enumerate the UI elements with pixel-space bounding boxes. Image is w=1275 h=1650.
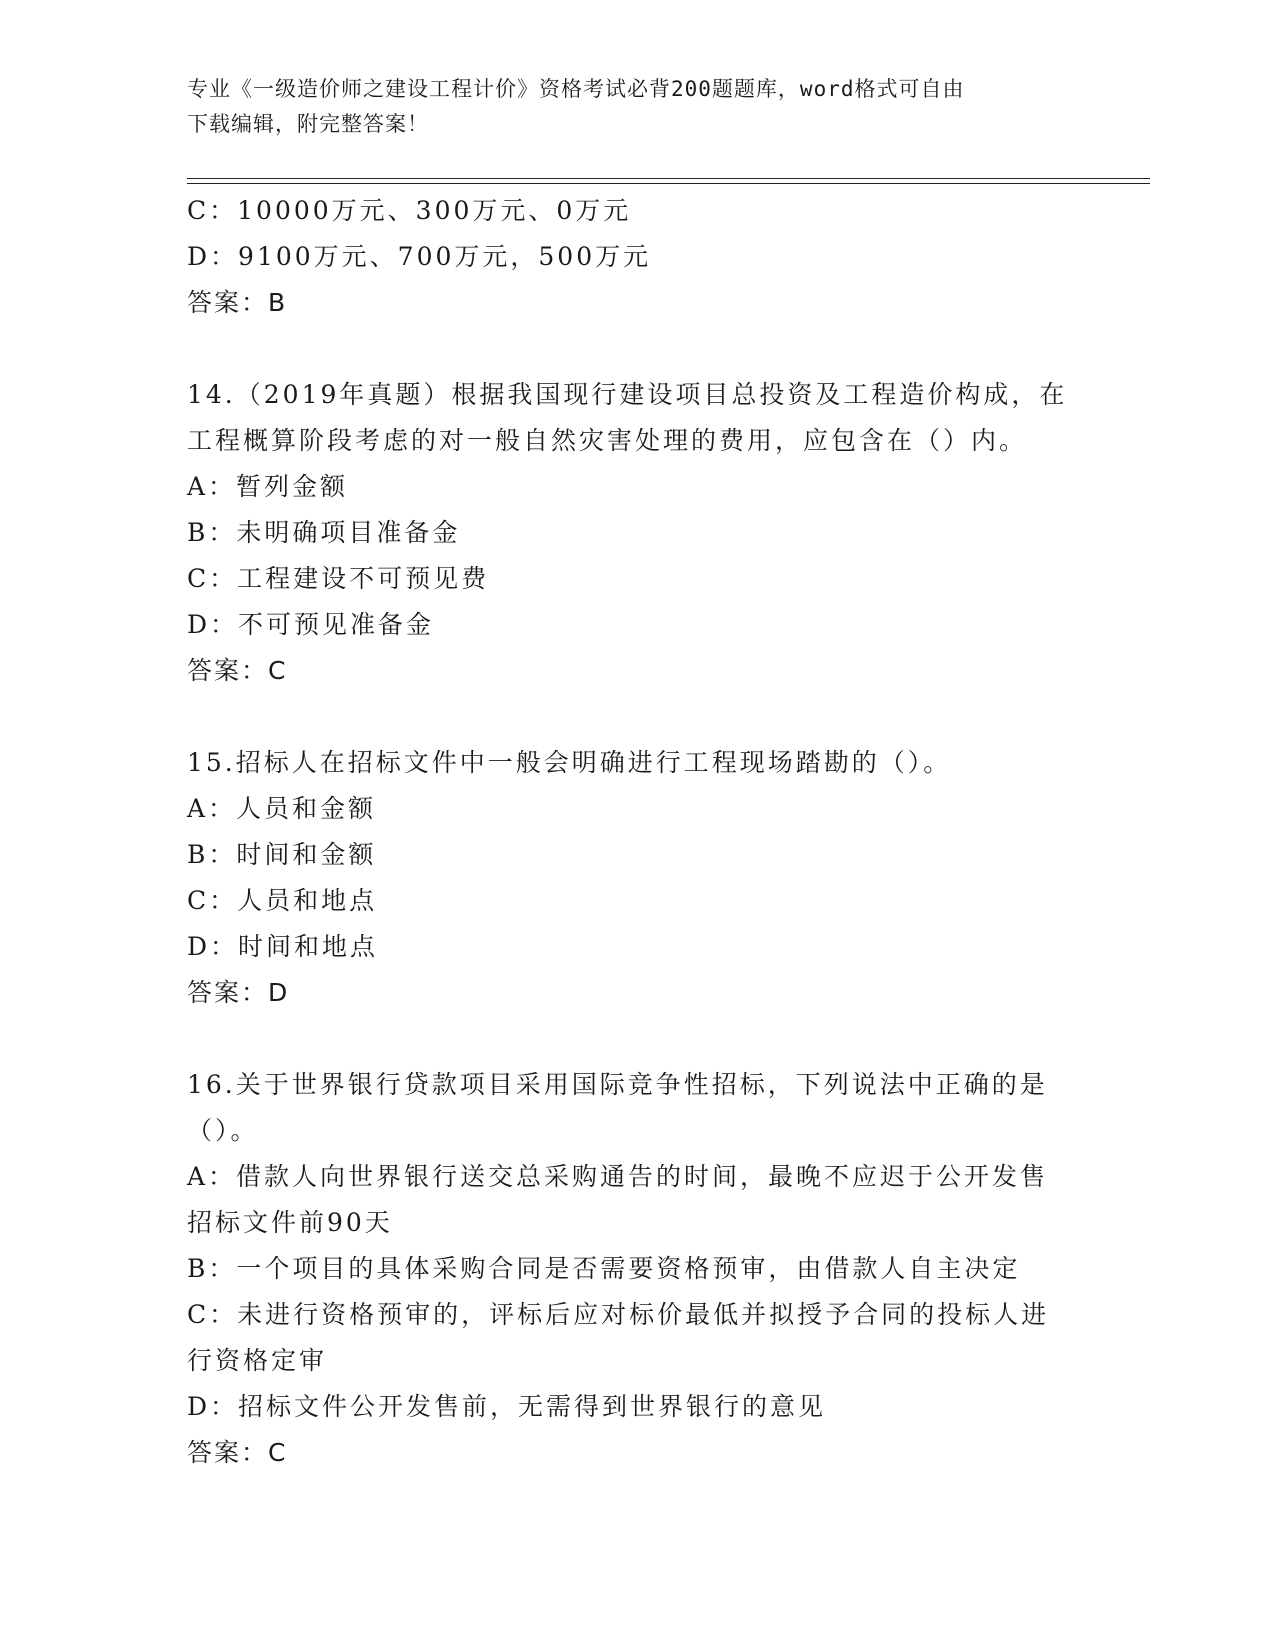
option-b: B：一个项目的具体采购合同是否需要资格预审，由借款人自主决定	[187, 1254, 1021, 1283]
option-c: C：人员和地点	[187, 886, 378, 915]
prev-question-tail	[187, 188, 1087, 326]
option-d: D：9100万元、700万元，500万元	[187, 242, 652, 271]
spacer	[187, 694, 1087, 740]
option-d: D：时间和地点	[187, 932, 379, 961]
option-b: B：未明确项目准备金	[187, 518, 461, 547]
option-a-continued: 招标文件前90天	[187, 1208, 393, 1237]
answer-line: 答案：C	[187, 1438, 288, 1467]
answer-line: 答案：B	[187, 288, 288, 317]
header-divider-top	[187, 178, 1150, 179]
question-stem-line: （）。	[187, 1116, 259, 1145]
header-line-2: 下载编辑，附完整答案！	[187, 112, 429, 136]
option-a: A：借款人向世界银行送交总采购通告的时间，最晚不应迟于公开发售	[187, 1162, 1049, 1191]
option-d: D：招标文件公开发售前，无需得到世界银行的意见	[187, 1392, 827, 1421]
option-c-continued: 行资格定审	[187, 1346, 328, 1375]
question-16	[187, 1062, 1087, 1476]
document-body	[187, 188, 1087, 1476]
option-a: A：人员和金额	[187, 794, 377, 823]
question-stem-line: 16.关于世界银行贷款项目采用国际竞争性招标，下列说法中正确的是	[187, 1070, 1048, 1099]
spacer	[187, 1016, 1087, 1062]
option-c: C：10000万元、300万元、0万元	[187, 196, 632, 225]
question-15	[187, 740, 1087, 1016]
option-c: C：工程建设不可预见费	[187, 564, 490, 593]
document-header	[187, 72, 1087, 142]
spacer	[187, 326, 1087, 372]
header-line-1: 专业《一级造价师之建设工程计价》资格考试必背200题题库，word格式可自由	[187, 77, 965, 101]
question-stem-line: 15.招标人在招标文件中一般会明确进行工程现场踏勘的（）。	[187, 748, 952, 777]
answer-line: 答案：D	[187, 978, 290, 1007]
option-b: B：时间和金额	[187, 840, 377, 869]
option-c: C：未进行资格预审的，评标后应对标价最低并拟授予合同的投标人进	[187, 1300, 1050, 1329]
option-d: D：不可预见准备金	[187, 610, 435, 639]
header-divider-bottom	[187, 183, 1150, 184]
answer-line: 答案：C	[187, 656, 288, 685]
option-a: A：暂列金额	[187, 472, 349, 501]
question-stem-line: 14.（2019年真题）根据我国现行建设项目总投资及工程造价构成，在	[187, 380, 1068, 409]
question-14	[187, 372, 1087, 694]
question-stem-line: 工程概算阶段考虑的对一般自然灾害处理的费用，应包含在（）内。	[187, 426, 1028, 455]
